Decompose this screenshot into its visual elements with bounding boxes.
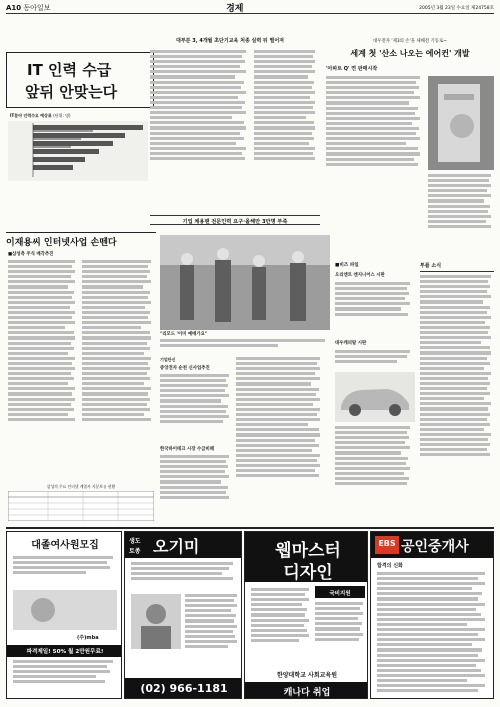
interview-text-col1 (8, 260, 78, 480)
ad-web-canada: 캐나다 취업 (245, 682, 368, 699)
ad-webmaster (244, 531, 368, 699)
it-chart-unit: (단위: 명) (53, 113, 71, 118)
brief-item2-text (160, 455, 232, 521)
ad-web-support: 국비지원 (315, 586, 365, 598)
ad-web-title2: 디자인 (283, 563, 333, 583)
ad-ebs-title: 공인중개사 (401, 539, 469, 555)
ad-divider (6, 527, 494, 529)
brief-item1-text (160, 374, 232, 444)
it-kicker: 대부분 3, 4개월 초단기교육 처종 실력 뒤 떨어져 (176, 38, 284, 44)
brief-tag: 기업단신 (160, 357, 176, 362)
photo-caption: "리모드 '이미 예매가요" (160, 332, 208, 337)
issue-date: 2005년 3월 23일 수요일 제24758호 (419, 5, 494, 11)
paper-name: 동아일보 (23, 3, 51, 12)
center-article-text (236, 357, 324, 521)
ad-ogima (124, 531, 242, 699)
interview-table-caption: 삼성의 주요 인터넷 계열사 지분보유 현황 (46, 484, 116, 489)
bizfile-title: ■비즈 파일 (335, 263, 359, 268)
bizfile-item2-text (335, 350, 413, 370)
ad-ogima-phone[interactable]: (02) 966-1181 (125, 678, 242, 699)
car-article-text (335, 426, 413, 521)
ad-recruit-banner: 파격제일! 50% 월 2만원무료! (7, 645, 122, 657)
ad-recruit-footer (13, 660, 117, 698)
page-number: A10 (6, 3, 22, 12)
bizfile-item1: 오리엔트 엔지니어스 시판 (335, 273, 385, 278)
chart-bar (33, 149, 99, 154)
bizfile-item1-text (335, 282, 413, 337)
chart-bar (33, 157, 85, 162)
chart-bar (33, 146, 71, 148)
ad-recruit-title: 대졸여사원모집 (31, 540, 99, 551)
interview-headline: 이재용씨 인터넷사업 손뗀다 (6, 232, 156, 248)
ad-ebs-schedule (377, 572, 489, 696)
ad-recruit-text (13, 556, 117, 586)
ad-recruit (6, 531, 122, 699)
chart-bar (33, 141, 113, 146)
interview-text-col2 (82, 260, 154, 480)
ad-ebs (370, 531, 494, 699)
brief-item2-title: 한국하이테크 시장 수급비해 (160, 447, 214, 452)
it-chart-title-row (10, 113, 140, 119)
bizfile-item2: 대우캐피탈 시판 (335, 341, 367, 346)
ad-web-text2 (315, 602, 365, 668)
it-chart-title: IT분야 인력수요 예상표 (10, 113, 52, 118)
car-photo (335, 372, 415, 422)
ad-ogima-details (185, 594, 239, 674)
chart-bar (33, 165, 73, 170)
ad-ogima-text (131, 562, 237, 592)
ev-headline: 세계 첫 '산소 나오는 에어컨' 개발 (350, 49, 470, 58)
chart-bar (33, 138, 81, 140)
it-demand-chart (8, 121, 148, 181)
interview-byline: ■삼성측 주식 매각추진 (8, 252, 54, 257)
ad-ogima-logo: 오기미 (153, 537, 200, 556)
ad-web-university: 한양대학교 사회교육원 (276, 672, 338, 679)
ad-ogima-portrait (131, 594, 181, 649)
it-subhead: 기업 채용땐 전문인력 요구·올해만 3만명 부족 (150, 215, 320, 225)
chart-bar (33, 133, 125, 138)
ad-ebs-sub: 합격의 신화 (377, 563, 403, 569)
photo-caption-text (160, 339, 328, 353)
ad-ebs-logo: EBS (375, 536, 399, 554)
ad-web-title1: 웹마스터 (275, 541, 341, 561)
ev-article-text (326, 76, 424, 206)
section-title: 경제 (226, 4, 244, 14)
ev-article-text-col2 (428, 174, 494, 254)
it-headline-box (6, 52, 154, 108)
it-article-text-col2 (254, 50, 318, 210)
ad-ogima-top: 생도 (129, 538, 141, 545)
ev-subhead: '아파트 Q' 연 판매시작 (326, 66, 378, 72)
chart-bar (33, 130, 93, 132)
sidebar-text (420, 275, 494, 521)
sidebar-title: 투플 소식 (420, 262, 494, 272)
ev-kicker: 대우전자 '제3의 손'을 새해전 기동로~ (373, 39, 447, 44)
fashion-store-photo (160, 235, 330, 330)
page-header (6, 2, 494, 14)
ad-recruit-image (13, 590, 117, 630)
interview-holdings-table (8, 491, 154, 521)
ad-web-text (251, 588, 311, 668)
it-article-text-col1 (150, 50, 250, 210)
it-headline-line1: IT 인력 수급 (27, 61, 112, 79)
air-conditioner-photo (428, 76, 494, 170)
ad-ogima-brand: 토종 (129, 548, 141, 555)
brief-item1-title: 중앙전자 순천 신사업추진 (160, 366, 210, 371)
ad-recruit-brand: (주)mba (77, 635, 99, 641)
it-headline-line2: 앞뒤 안맞는다 (25, 83, 118, 101)
chart-bar (33, 125, 143, 130)
